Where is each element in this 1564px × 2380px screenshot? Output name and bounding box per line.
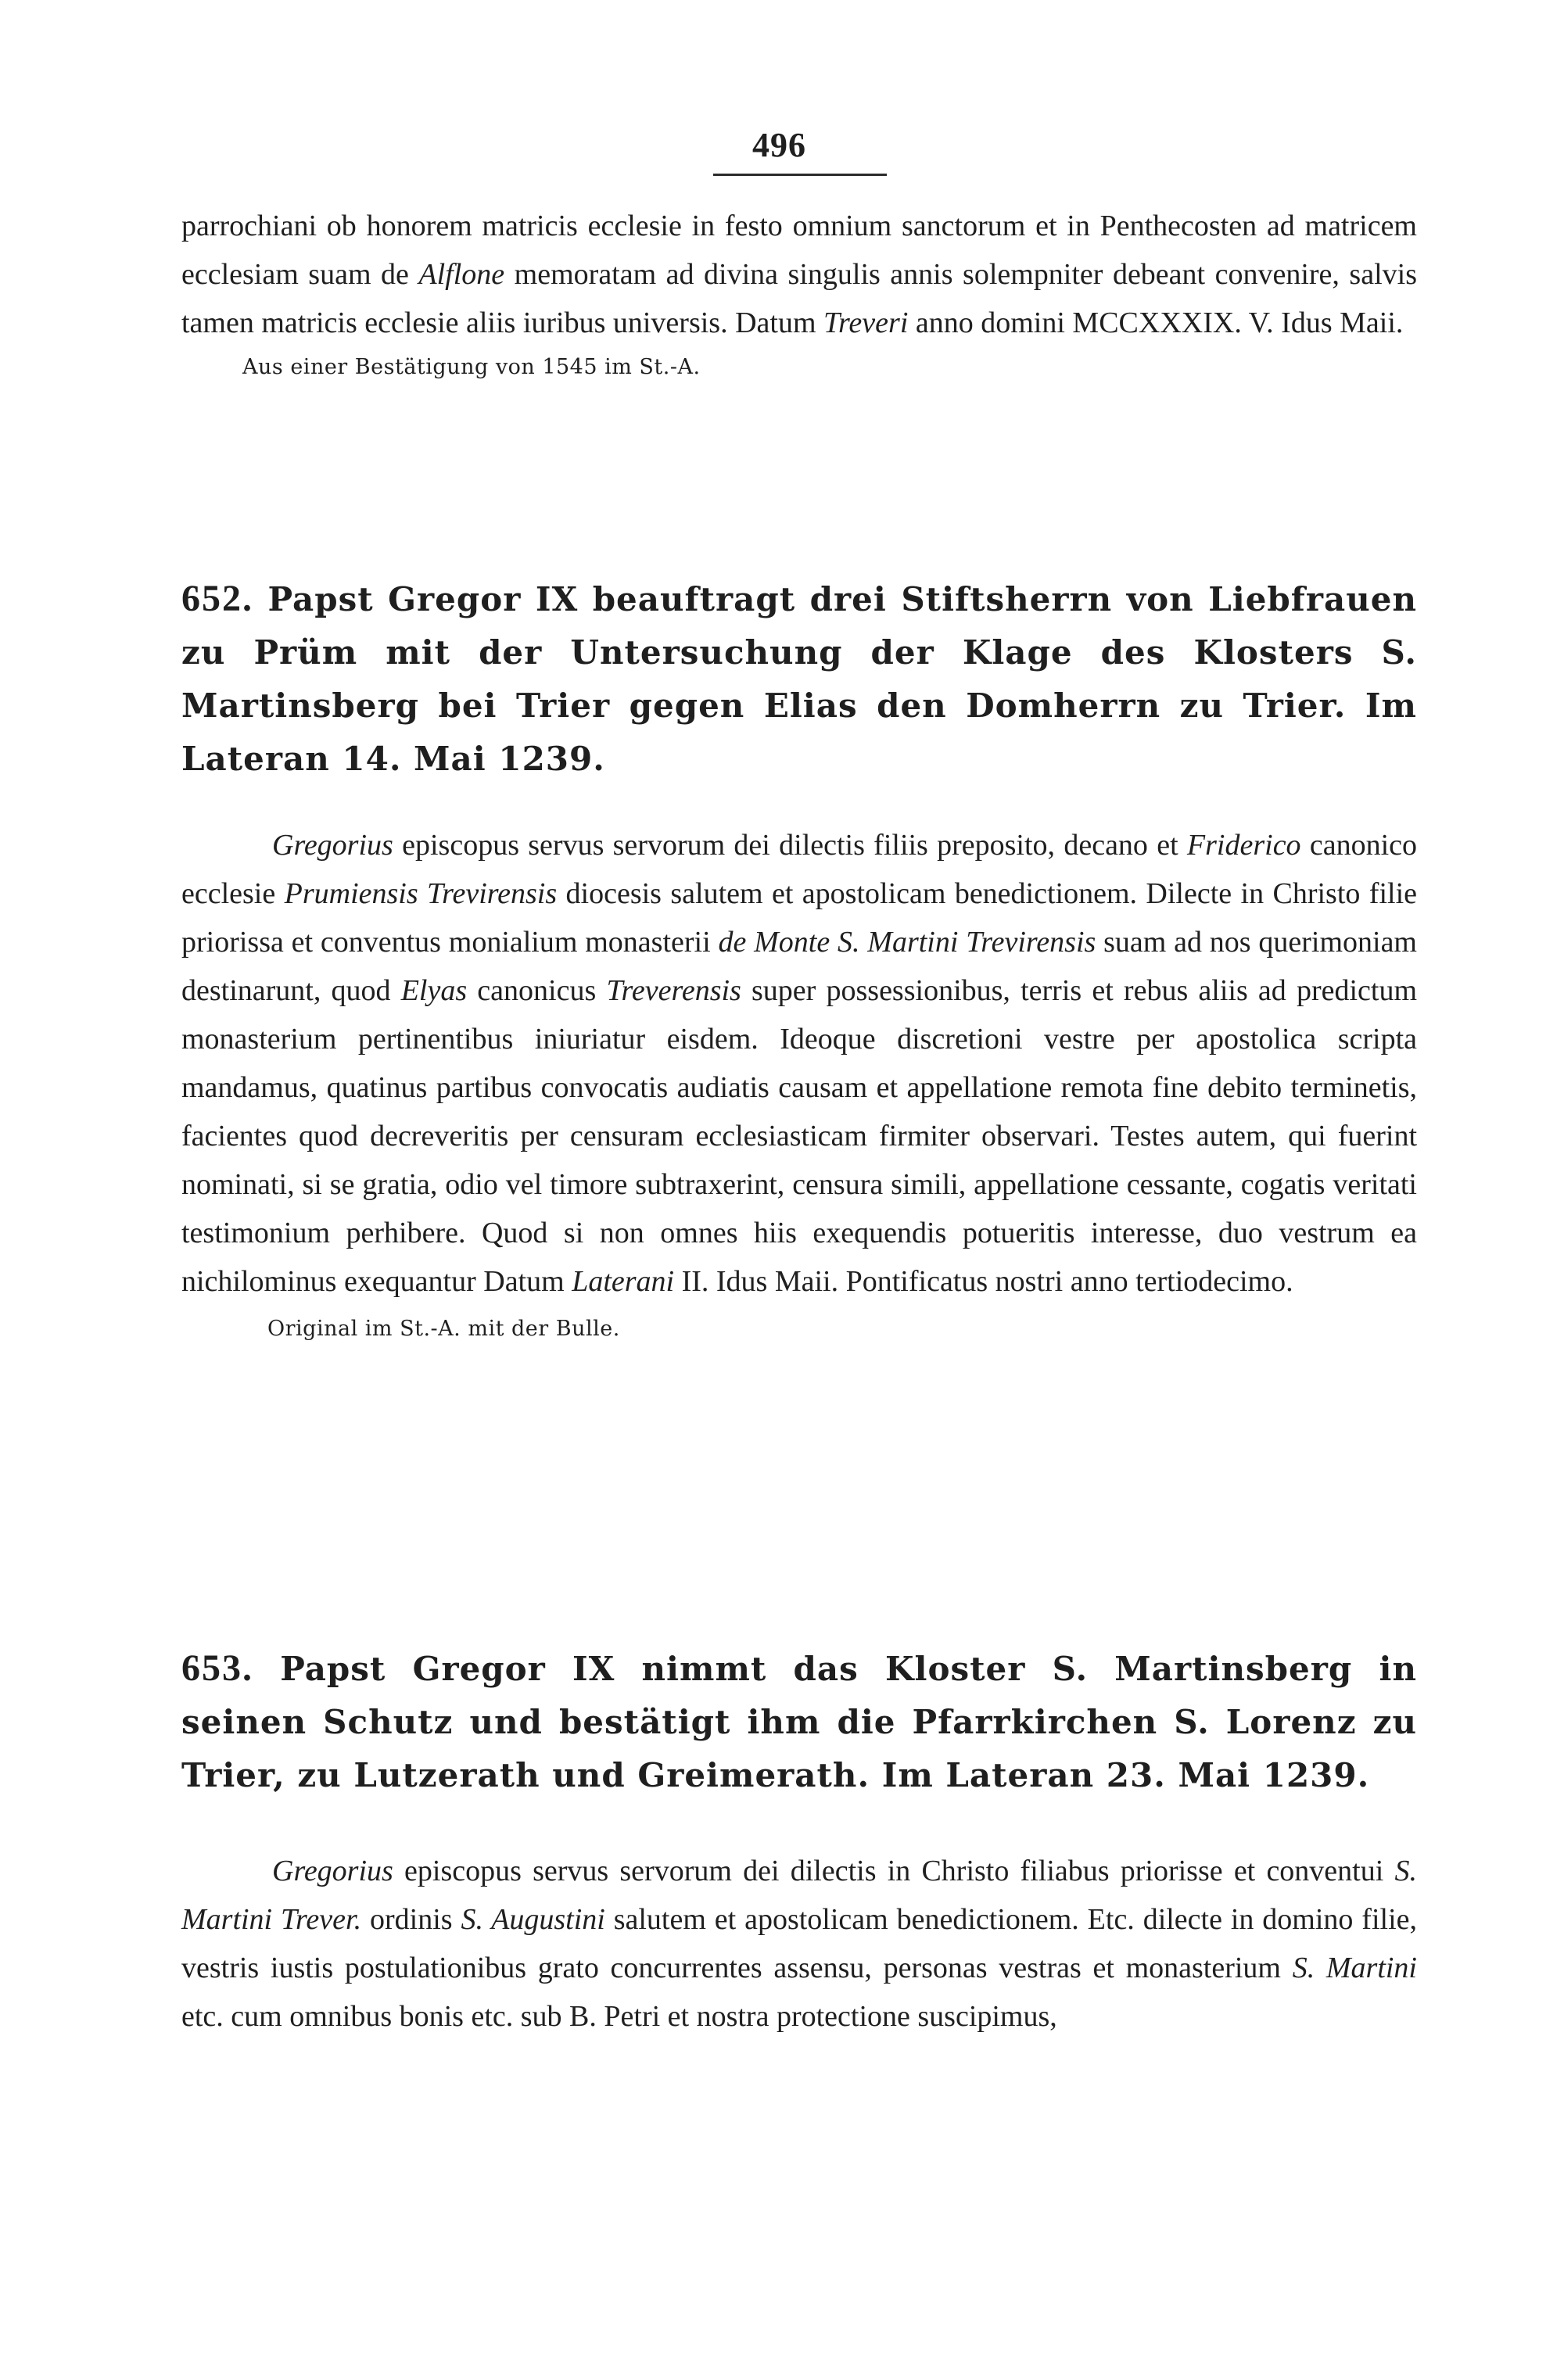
page-number-rule <box>713 174 887 176</box>
document-652-body <box>181 821 1417 1341</box>
intro-place-treveri: Treveri <box>823 306 909 339</box>
body-text: etc. cum omnibus bonis etc. sub B. Petri et nostra protectione suscipimus, <box>181 2000 1057 2033</box>
document-653-body <box>181 1847 1417 2041</box>
intro-source-note: Aus einer Bestätigung von 1545 im St.-A. <box>242 355 701 379</box>
name-friderico: Friderico <box>1186 829 1301 862</box>
document-652 <box>181 572 1417 786</box>
body-text: canonico ecclesie <box>181 829 1417 910</box>
document-653-title: Papst Gregor IX nimmt das Kloster S. Martinsberg in seinen Schutz und bestätigt ihm die Pfarrkirchen S. Lorenz zu Trier, zu Lutzerath und Greimerath. Im Lateran 23. Mai 1239. <box>181 1650 1417 1794</box>
body-text: episcopus servus servorum dei dilectis in Christo filiabus priorisse et conventui <box>393 1855 1395 1887</box>
intro-text: anno domini MCCXXXIX. V. Idus Maii. <box>908 306 1404 339</box>
intro-paragraph <box>181 202 1417 347</box>
place-monte-s-martini: de Monte S. Martini Trevirensis <box>718 926 1096 959</box>
intro-place-alflone: Alflone <box>418 258 505 291</box>
body-text: canonicus <box>467 974 607 1007</box>
body-text: diocesis salutem et apostolicam benedictionem. Dilecte in Christo filie priorissa et conventus monialium monasterii <box>181 877 1417 959</box>
intro-text: memoratam ad divina singulis annis solempniter debeant convenire, salvis tamen matricis ecclesie aliis iuribus universis. Datum <box>181 258 1417 339</box>
place-s-martini-trever: S. Martini Trever. <box>181 1855 1417 1936</box>
body-text: salutem et apostolicam benedictionem. Etc. dilecte in domino filie, vestris iustis postulationibus grato concurrentes assensu, personas vestras et monasterium <box>181 1903 1417 1984</box>
body-text: II. Idus Maii. Pontificatus nostri anno tertiodecimo. <box>674 1265 1293 1298</box>
place-prumiensis: Prumiensis Trevirensis <box>284 877 558 910</box>
document-653-number: 653. <box>181 1647 253 1689</box>
document-652-title: Papst Gregor IX beauftragt drei Stiftsherrn von Liebfrauen zu Prüm mit der Untersuchung der Klage des Klosters S. Martinsberg bei Trier gegen Elias den Domherrn zu Trier. Im Lateran 14. Mai 1239. <box>181 580 1417 778</box>
body-text: episcopus servus servorum dei dilectis filiis preposito, decano et <box>393 829 1187 862</box>
place-treverensis: Treverensis <box>606 974 741 1007</box>
page-number: 496 <box>752 126 806 164</box>
document-652-source-note: Original im St.-A. mit der Bulle. <box>267 1317 620 1341</box>
document-652-heading <box>181 572 1417 786</box>
document-653-heading <box>181 1642 1417 1802</box>
place-s-martini: S. Martini <box>1292 1952 1417 1984</box>
body-text: super possessionibus, terris et rebus aliis ad predictum monasterium pertinentibus iniuriatur eisdem. Ideoque discretioni vestre per apostolica scripta mandamus, quatinus partibus convocatis audiatis causam et appellatione remota fine debito terminetis, facientes quod decreveritis per censuram ecclesiasticam firmiter observari. Testes autem, qui fuerint nominati, si se gratia, odio vel timore subtraxerint, censura simili, appellatione cessante, cogatis veritati testimonium perhibere. Quod si non omnes hiis exequendis potueritis interesse, duo vestrum ea nichilominus exequantur Datum <box>181 974 1418 1298</box>
name-gregorius: Gregorius <box>272 1855 393 1887</box>
place-laterani: Laterani <box>572 1265 675 1298</box>
body-text: suam ad nos querimoniam destinarunt, quod <box>181 926 1417 1007</box>
order-s-augustini: S. Augustini <box>461 1903 605 1936</box>
name-gregorius: Gregorius <box>272 829 393 862</box>
name-elyas: Elyas <box>400 974 468 1007</box>
intro-section <box>181 202 1417 379</box>
document-653-text <box>181 1847 1417 2041</box>
document-653 <box>181 1642 1417 1802</box>
body-text: ordinis <box>361 1903 461 1936</box>
intro-text: parrochiani ob honorem matricis ecclesie in festo omnium sanctorum et in Penthecosten ad matricem ecclesiam suam de <box>181 210 1417 291</box>
document-652-number: 652. <box>181 578 253 619</box>
document-652-text <box>181 821 1417 1306</box>
